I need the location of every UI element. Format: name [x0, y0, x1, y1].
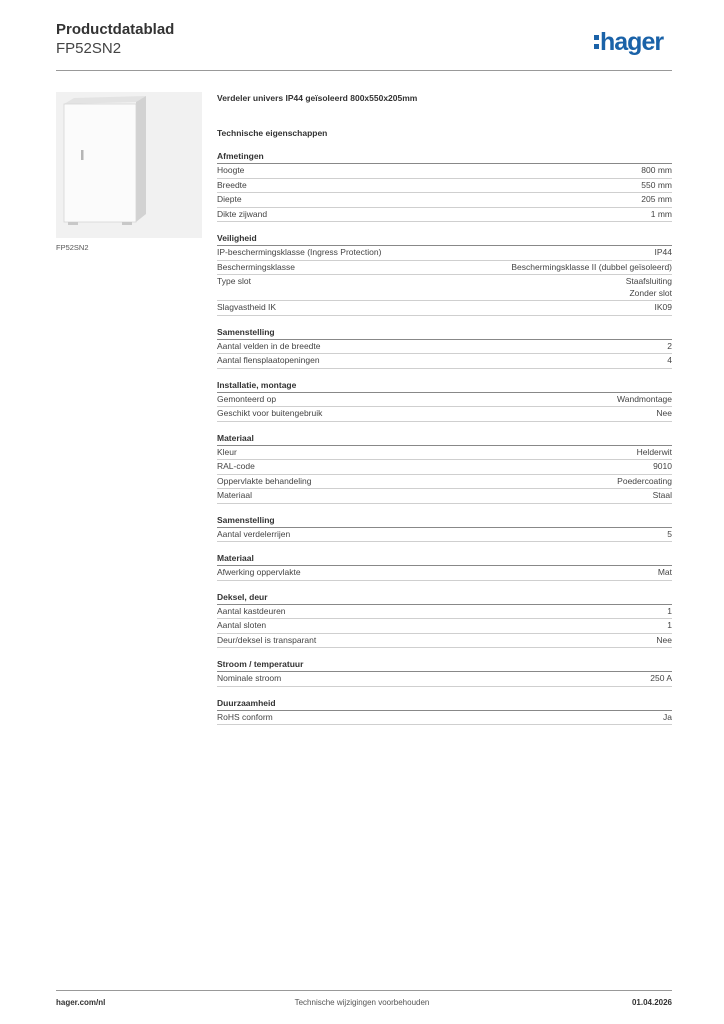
property-row	[217, 566, 672, 581]
property-value-line: Mat	[657, 567, 672, 577]
section-title: Samenstelling	[217, 514, 672, 528]
property-value	[653, 461, 672, 473]
property-value	[641, 165, 672, 177]
property-label: Aantal flensplaatopeningen	[217, 355, 320, 365]
cabinet-side	[136, 96, 146, 222]
property-section	[217, 150, 672, 222]
property-section	[217, 697, 672, 726]
property-label: Dikte zijwand	[217, 208, 268, 219]
property-value	[617, 394, 672, 406]
property-value	[663, 712, 672, 724]
property-value	[667, 355, 672, 367]
property-value	[511, 262, 672, 274]
property-row	[217, 711, 672, 726]
property-value-line: 2	[667, 340, 672, 351]
property-value-line: 5	[667, 528, 672, 539]
property-label: Nominale stroom	[217, 673, 282, 683]
property-section	[217, 432, 672, 504]
property-value-line: 205 mm	[641, 194, 672, 204]
property-row	[217, 164, 672, 179]
cabinet-door	[64, 104, 136, 222]
property-row	[217, 340, 672, 355]
property-value-line: Wandmontage	[617, 393, 672, 404]
logo-dot-bottom	[594, 44, 599, 49]
property-value	[617, 476, 672, 488]
section-title: Veiligheid	[217, 232, 672, 246]
property-value-line: 250 A	[650, 673, 672, 683]
property-value-line: IK09	[654, 302, 672, 312]
property-value	[653, 490, 672, 502]
property-row	[217, 393, 672, 408]
property-value-line: Staafsluiting	[625, 276, 672, 286]
logo-dot-top	[594, 35, 599, 40]
property-value	[667, 606, 672, 618]
property-section	[217, 379, 672, 422]
property-row	[217, 446, 672, 461]
property-section	[217, 326, 672, 369]
image-caption: FP52SN2	[56, 243, 89, 252]
property-label: RoHS conform	[217, 711, 273, 722]
property-value-line: Ja	[663, 711, 672, 722]
property-value	[641, 180, 672, 192]
property-value	[626, 276, 672, 299]
property-label: Type slot	[217, 276, 252, 286]
property-value	[655, 302, 673, 314]
property-section	[217, 658, 672, 687]
property-value-line: 1 mm	[650, 208, 672, 219]
property-label: Afwerking oppervlakte	[217, 567, 301, 577]
property-row	[217, 193, 672, 208]
property-row	[217, 261, 672, 276]
property-value	[667, 341, 672, 353]
footer-disclaimer: Technische wijzigingen voorbehouden	[294, 998, 430, 1007]
property-label: Deur/deksel is transparant	[217, 634, 317, 645]
property-label: RAL-code	[217, 461, 255, 471]
property-section	[217, 232, 672, 316]
property-value-line: Helderwit	[636, 446, 672, 457]
property-value	[655, 247, 673, 259]
property-row	[217, 275, 672, 301]
property-row	[217, 605, 672, 620]
property-row	[217, 460, 672, 475]
property-value-line: Beschermingsklasse II (dubbel geïsoleerd)	[511, 261, 672, 272]
property-value-line: 800 mm	[641, 165, 672, 175]
property-label: Breedte	[217, 179, 247, 190]
property-value-line: Zonder slot	[629, 287, 672, 298]
property-row	[217, 407, 672, 422]
property-value-line: 4	[667, 355, 672, 365]
product-code: FP52SN2	[56, 40, 122, 57]
property-value	[667, 529, 672, 541]
properties-title: Technische eigenschappen	[217, 128, 328, 138]
property-value	[656, 635, 672, 647]
cabinet-foot-left	[68, 222, 78, 225]
property-row	[217, 634, 672, 649]
property-value	[651, 209, 672, 221]
property-value	[656, 408, 672, 420]
section-title: Samenstelling	[217, 326, 672, 340]
product-description: Verdeler univers IP44 geïsoleerd 800x550x205mm	[217, 93, 418, 103]
logo-text: hager	[600, 28, 664, 56]
property-value-line: Staal	[652, 490, 672, 500]
property-row	[217, 528, 672, 543]
property-row	[217, 246, 672, 261]
property-value	[658, 567, 672, 579]
property-label: Hoogte	[217, 165, 245, 175]
property-value-line: 9010	[653, 461, 672, 471]
footer-divider	[56, 990, 672, 991]
section-title: Stroom / temperatuur	[217, 658, 672, 672]
property-value	[667, 620, 672, 632]
property-row	[217, 354, 672, 369]
section-title: Afmetingen	[217, 150, 672, 164]
section-title: Duurzaamheid	[217, 697, 672, 711]
property-label: Aantal verdelerrijen	[217, 528, 291, 539]
property-row	[217, 208, 672, 223]
properties-sections	[217, 150, 672, 725]
document-title: Productdatablad	[56, 21, 175, 38]
product-image	[56, 92, 202, 238]
property-label: Slagvastheid IK	[217, 302, 277, 312]
property-label: Oppervlakte behandeling	[217, 475, 312, 486]
property-row	[217, 475, 672, 490]
property-value	[641, 194, 672, 206]
property-label: Materiaal	[217, 490, 252, 500]
property-label: Geschikt voor buitengebruik	[217, 408, 323, 418]
property-row	[217, 619, 672, 634]
section-title: Materiaal	[217, 432, 672, 446]
property-row	[217, 301, 672, 316]
property-section	[217, 591, 672, 649]
property-label: Aantal sloten	[217, 620, 267, 630]
property-value-line: IP44	[654, 247, 672, 257]
cabinet-foot-right	[122, 222, 132, 225]
property-label: IP-beschermingsklasse (Ingress Protection)	[217, 247, 382, 257]
property-section	[217, 552, 672, 581]
cabinet-top	[64, 96, 146, 104]
hager-logo	[594, 26, 674, 58]
property-label: Kleur	[217, 446, 237, 457]
property-label: Diepte	[217, 194, 242, 204]
section-title: Installatie, montage	[217, 379, 672, 393]
property-label: Aantal kastdeuren	[217, 605, 286, 616]
property-row	[217, 179, 672, 194]
property-label: Beschermingsklasse	[217, 261, 295, 272]
cabinet-handle	[81, 150, 84, 160]
property-label: Aantal velden in de breedte	[217, 340, 321, 351]
property-section	[217, 514, 672, 543]
product-content	[217, 92, 672, 735]
property-label: Gemonteerd op	[217, 393, 277, 404]
property-value-line: Nee	[656, 634, 672, 645]
property-row	[217, 489, 672, 504]
section-title: Deksel, deur	[217, 591, 672, 605]
property-value-line: Poedercoating	[617, 475, 672, 486]
property-value-line: 1	[667, 620, 672, 630]
header-divider	[56, 70, 672, 71]
property-value	[637, 447, 672, 459]
footer-website[interactable]: hager.com/nl	[56, 998, 106, 1007]
property-value-line: 1	[667, 605, 672, 616]
property-value-line: Nee	[656, 408, 672, 418]
property-row	[217, 672, 672, 687]
property-value-line: 550 mm	[641, 179, 672, 190]
page-header	[56, 20, 174, 58]
property-value	[650, 673, 672, 685]
section-title: Materiaal	[217, 552, 672, 566]
footer-date: 01.04.2026	[631, 998, 672, 1007]
